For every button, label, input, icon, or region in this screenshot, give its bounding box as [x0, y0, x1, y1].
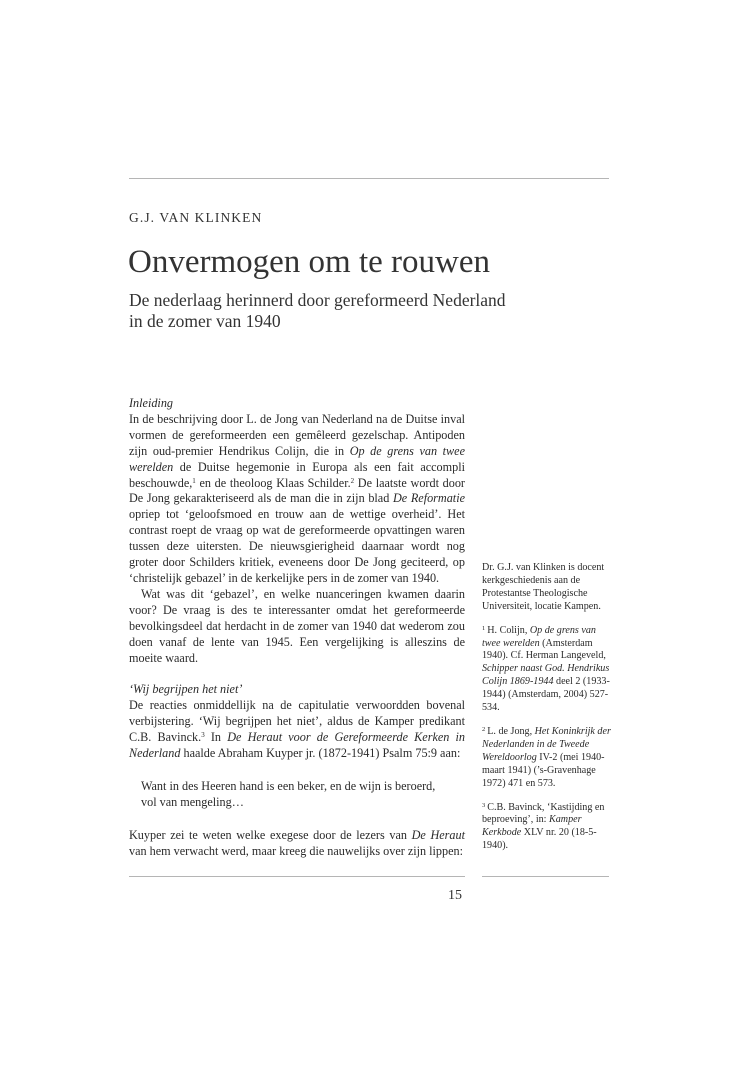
text-run: haalde Abraham Kuyper jr. (1872-1941) Psalm 75:9 aan:	[180, 746, 461, 761]
book-title: Op de grens van twee werelden	[129, 443, 465, 474]
author-bio: Dr. G.J. van Klinken is docent kerkgeschiedenis aan de Protestantse Theologische Universiteit, locatie Kampen.	[482, 562, 605, 612]
journal-title: De Heraut	[411, 827, 465, 842]
journal-title: De Reformatie	[392, 491, 465, 506]
main-text-column	[129, 396, 465, 860]
text-run: H. Colijn,	[487, 624, 530, 636]
text-run: De laatste wordt door De Jong gekarakteriseerd als de man die in zijn blad	[129, 475, 465, 506]
footnote-2	[482, 726, 612, 791]
section-heading-wij-begrijpen: ‘Wij begrijpen het niet’	[129, 682, 243, 697]
text-run: en de theoloog Klaas Schilder.	[195, 475, 351, 490]
text-run: (Amsterdam 1940). Cf. Herman Langeveld,	[482, 637, 606, 662]
article-title: Onvermogen om te rouwen	[128, 244, 490, 280]
sidebar-notes	[482, 562, 612, 864]
text-run: XLV nr. 20 (18-5-1940).	[482, 827, 597, 852]
book-title: Schipper naast God. Hendrikus Colijn 1869-1944	[482, 663, 610, 688]
text-run: Kuyper zei te weten welke exegese door de lezers van	[129, 827, 412, 842]
quote-line-1: Want in des Heeren hand is een beker, en de wijn is beroerd,	[141, 778, 436, 793]
footnote-number: 3	[482, 801, 486, 809]
text-run: IV-2 (mei 1940-maart 1941) (’s-Gravenhage 1972) 471 en 573.	[482, 751, 605, 789]
author-name: G.J. VAN KLINKEN	[129, 210, 263, 225]
top-rule	[129, 178, 609, 179]
footnote-ref-1[interactable]: 1	[192, 476, 196, 485]
section-heading-inleiding: Inleiding	[129, 396, 174, 410]
text-run: deel 2 (1933-1944) (Amsterdam, 2004) 527-534.	[482, 676, 610, 714]
text-run: De reacties onmiddellijk na de capitulatie verwoordden bovenal verbijstering. ‘Wij begrijpen het niet’, aldus de Kamper predikant C.B. Bavinck.	[129, 698, 465, 745]
text-run: L. de Jong,	[487, 725, 535, 737]
paragraph-reacties	[129, 698, 465, 762]
subtitle-line-1: De nederlaag herinnerd door gereformeerd Nederland	[129, 290, 506, 310]
article-subtitle	[129, 290, 506, 332]
text-run: C.B. Bavinck, ‘Kastijding en beproeving’, in:	[482, 801, 605, 826]
subtitle-line-2: in de zomer van 1940	[129, 311, 281, 331]
footnote-1	[482, 625, 612, 715]
text-run: de Duitse hegemonie in Europa als een fait accompli beschouwde,	[129, 459, 465, 490]
footnote-ref-2[interactable]: 2	[350, 476, 355, 485]
text-run: opriep tot ‘geloofsmoed en trouw aan de wettige overheid’. Het contrast roept de vraag op wat de gereformeerde opvattingen waren tussen deze uitersten. De nieuwsgierigheid daarnaar wordt nog groter door Schilders kritiek, eveneens door De Jong geciteerd, op ‘christelijk gebazel’ in de kerkelijke pers in de zomer van 1940.	[129, 507, 465, 585]
footnote-ref-3[interactable]: 3	[201, 731, 205, 740]
quote-line-2: vol van mengeling…	[141, 794, 244, 809]
psalm-quote	[141, 779, 465, 811]
journal-title: Kamper Kerkbode	[482, 814, 582, 839]
journal-title: De Heraut voor de Gereformeerde Kerken in Nederland	[129, 730, 465, 761]
footnote-3	[482, 802, 612, 854]
paragraph-intro-2: Wat was dit ‘gebazel’, en welke nuanceringen kwamen daarin voor? De vraag is des te interessanter omdat het gereformeerde bevolkingsdeel dat herdacht in de zomer van 1940 dat wederom zou doen vanaf de lente van 1945. Een vergelijking is alleszins de moeite waard.	[129, 586, 465, 665]
paragraph-kuyper	[129, 828, 465, 860]
bottom-rule-side	[482, 876, 609, 877]
text-run: In	[204, 730, 228, 745]
text-run: van hem verwacht werd, maar kreeg die nauwelijks over zijn lippen:	[129, 843, 464, 858]
paragraph-intro-1	[129, 412, 465, 587]
footnote-number: 1	[482, 624, 486, 632]
page-number: 15	[448, 888, 462, 903]
footnote-number: 2	[482, 725, 486, 733]
text-run: In de beschrijving door L. de Jong van Nederland na de Duitse inval vormen de gereformeerden een gemêleerd gezelschap. Antipoden zijn oud-premier Hendrikus Colijn, die in	[129, 411, 465, 458]
book-title: Het Koninkrijk der Nederlanden in de Tweede Wereldoorlog	[482, 725, 611, 763]
bottom-rule-main	[129, 876, 465, 877]
book-title: Op de grens van twee werelden	[482, 624, 596, 649]
